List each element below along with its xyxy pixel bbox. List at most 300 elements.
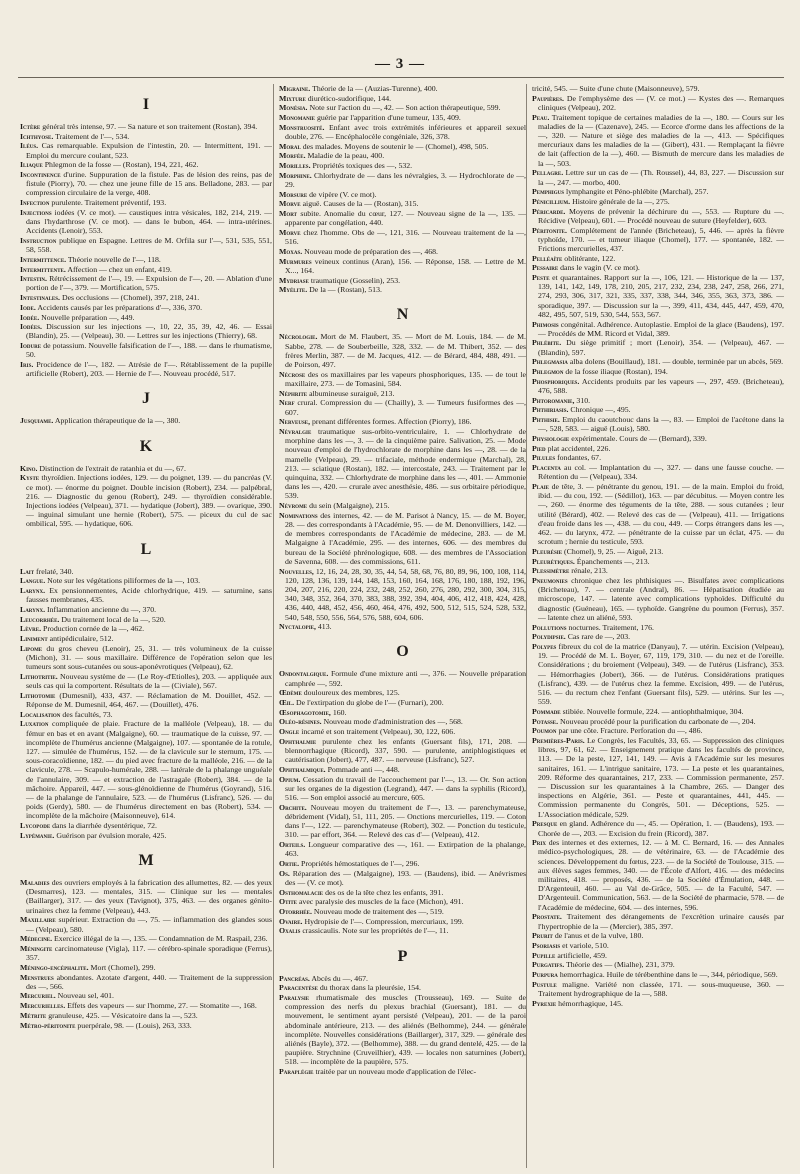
index-entry [20, 416, 272, 425]
index-entry [279, 151, 526, 160]
entry-headword: Potasse. [532, 716, 559, 726]
entry-headword: Pancréas. [279, 973, 310, 983]
entry-text: Complétement de l'année (Bricheteau), 5, 446. — après la fièvre typhoïde, 170. — et tumeur iliaque (Chomel), 177. — spontanée, 182. — Frictions mercurielles, 437. [538, 225, 784, 253]
index-entry [20, 255, 272, 264]
entry-headword: Nominations [279, 510, 318, 520]
entry-headword: Mort [279, 209, 298, 219]
index-entry [279, 907, 526, 916]
entry-headword: Pénicillium. [532, 196, 571, 206]
entry-text: Théorie des — (Mialhe), 231, 379. [566, 960, 675, 970]
entry-text: Nouveau procédé pour la purification du carbonate de —, 204. [560, 716, 756, 726]
entry-headword: Larynx. [20, 604, 46, 614]
entry-text: Réparation des — (Malgaigne), 193. — (Baudens), ibid. — Anévrismes des — (V. ce mot). [285, 868, 526, 887]
index-entry [279, 737, 526, 765]
entry-text: Nouveau sel, 401. [57, 991, 114, 1001]
entry-headword: Purpura [532, 970, 558, 980]
entry-headword: Pleurésie [532, 546, 563, 556]
index-entry [532, 838, 784, 912]
entry-text: et quarantaines. Rapport sur la —, 106, 121. — Historique de la — 137, 139, 141, 142, 149, 178, 210, 205, 217, 232, 234, 238, 247, 258, 266, 271, 274, 293, 306, 317, 321, 335, 337, 338, 344, 346, 355, 363, 373, 386. — sporadique, 397. — Discussion sur la —, 399, 411, 434, 445, 447, 459, 470, 482, 495, 507, 519, 530, 544, 553, 567. [538, 273, 784, 319]
entry-headword: Pupille [532, 950, 556, 960]
index-entry [532, 263, 784, 272]
entry-text: Propriétés toxiques des —, 532. [312, 161, 413, 171]
entry-headword: Pemphigus [532, 187, 564, 197]
entry-text: thyroïdien. Injections iodées, 129. — du poignet, 139. — du pancréas (V. ce mot). — énorme du poignet. Double incision (Robert), 234. — palpébral, 216. — Diagnostic du genou (Robert), 249. — thyroïdien considérable. Injections iodées (Velpeau), 371. — hydatique (Jobert), 389. — ovarique, 390. — inguinal simulant une hernie (Robert), 575. — piceux du cul de sac ombilical, 595. — hydatique, 606. [26, 473, 272, 529]
index-entry [279, 113, 526, 122]
index-entry [532, 357, 784, 366]
entry-headword: Œil. [279, 698, 295, 708]
entry-text: carcinomateuse (Vigla), 117. — cérébro-spinale sporadique (Ferrus), 357. [26, 943, 272, 963]
entry-text: des internes et des externes, 12. — à M. C. Bernard, 16. — des Annales médico-psychologiques, 28. — de vétérinaire, 63. — de l'Académie des sciences. Développement du fœtus, 223. — de la Société de Toulouse, 315. — aux élèves sages femmes, 340. — de l'École d'Alfort, 416. — des médecins militaires, 418. — proposés, 436. — de la Société d'Émulation, 448. — D'Argenteuil, 460. — au Val de-Grâce, 505. — de la Faculté, 547. — D'Argenteuil. Communication, 563. — de la Société de pharmacie, 578. — de l'Académie de médecine, 604. — des internes, 596. [538, 838, 784, 912]
entry-text: albumineuse suraiguë, 213. [309, 388, 395, 398]
entry-text: dans la diarrhée dysentérique, 72. [52, 821, 157, 831]
index-entry [532, 623, 784, 632]
entry-text: hémorrhagique, 145. [558, 998, 623, 1008]
index-entry [532, 960, 784, 969]
entry-text: en gland. Adhérence du —, 45. — Opération, 1. — (Baudens), 193. — Chorée de —, 203. — Excision du frein (Ricord), 387. [538, 819, 784, 838]
entry-text: au col. — Implantation du —, 327. — dans une fausse couche. — Rétention du — (Velpeau), 334. [538, 463, 784, 482]
section-letter: N [396, 306, 409, 324]
entry-text: granuleuse, 425. — Vésicatoire dans la —, 523. [48, 1010, 198, 1020]
entry-headword: Maxillaire [20, 915, 56, 925]
entry-headword: Ictère [20, 122, 41, 131]
entry-text: Théorie de la — (Auzias-Turenne), 400. [312, 84, 438, 93]
entry-headword: Pilules [532, 453, 556, 463]
entry-text: De l'extirpation du globe de l'— (Furnari), 200. [295, 698, 444, 708]
entry-text: congénital. Adhérence. Autoplastie. Emploi de la glace (Baudens), 197. — Procédés de MM. Ricord et Vidal, 389. [538, 319, 784, 338]
index-entry [532, 941, 784, 950]
index-entry [532, 453, 784, 462]
entry-headword: Jusquiame. [20, 416, 54, 426]
entry-text: Abcès du —, 467. [311, 973, 368, 983]
index-entry [279, 897, 526, 906]
entry-headword: Lipome [20, 643, 43, 653]
entry-headword: Pommade [532, 706, 561, 716]
index-entry [532, 405, 784, 414]
index-entry [20, 322, 272, 340]
entry-text: Rétrécissement de l'—, 19. — Expulsion de l'—, 20. — Ablation d'une portion de l'—, 379. — Mortification, 575. [26, 274, 272, 293]
entry-text: Procidence de l'—, 182. — Atrésie de l'—. Rétablissement de la pupille artificielle (Robert), 203. — Hernie de l'—. Nouveau procédé, 517. [26, 360, 272, 379]
index-entry [20, 1021, 272, 1030]
index-entry [532, 226, 784, 254]
index-entry [532, 84, 784, 93]
entry-headword: Monomanie [279, 113, 315, 123]
entry-text: publique en Espagne. Lettres de M. Orfila sur l'—, 531, 535, 551, 58, 558. [26, 235, 272, 255]
index-entry [279, 888, 526, 897]
index-entry [20, 605, 272, 614]
entry-headword: Orteils. [279, 840, 306, 850]
index-entry [279, 398, 526, 416]
entry-text: de l'anus et de la vulve, 180. [554, 931, 644, 941]
entry-text: incarné et son traitement (Velpeau), 30, 122, 606. [301, 727, 456, 737]
section-letter: J [142, 390, 150, 408]
entry-headword: Iliaque [20, 160, 43, 170]
entry-headword: Lèvre. [20, 624, 42, 634]
entry-text: tricité, 545. — Suite d'une chute (Maisonneuve), 579. [532, 84, 700, 93]
entry-text: oblitérante, 122. [564, 253, 616, 263]
entry-headword: Monstruosité. [279, 122, 325, 132]
entry-text: traitée par un nouveau mode d'application de l'élec- [315, 1067, 477, 1077]
entry-headword: Péritonite. [532, 225, 567, 235]
index-entry [20, 464, 272, 473]
entry-text: Traitement des dérangements de l'excrétion urinaire causés par l'hypertrophie de la — (Mercier), 385, 397. [538, 912, 784, 931]
entry-text: Exercice illégal de la —, 135. — Condamnation de M. Raspail, 236. [54, 934, 268, 944]
index-entry [279, 123, 526, 141]
index-entry [279, 142, 526, 151]
entry-text: Lettre sur un cas de — (Th. Roussel), 44, 83, 227. — Discussion sur la —, 247. — morbo, 400. [538, 168, 784, 187]
entry-text: Propriétés hémostatiques de l'—, 296. [301, 859, 420, 869]
index-entry [532, 367, 784, 376]
entry-headword: Phlegmasia [532, 357, 568, 367]
index-entry [532, 642, 784, 706]
index-entry [279, 840, 526, 858]
index-entry [20, 1001, 272, 1010]
entry-headword: Moral [279, 141, 301, 151]
entry-text: Effets des vapeurs — sur l'homme, 27. — Stomatite —, 168. [67, 1001, 257, 1011]
entry-headword: Nyctalopie, [279, 622, 316, 632]
entry-text: Nouveau mode d'administration des —, 568. [323, 717, 463, 727]
entry-headword: Iléus. [20, 141, 39, 151]
entry-text: d'urine. Suppuration de la fistule. Pas de lésion des reins, pas de fistule (Piorry), 70. — chez une jeune fille de 15 ans. Belladone, 283. — par compression circulaire de la verge, 408. [26, 170, 272, 198]
entry-text: douloureux des membres, 125. [303, 688, 400, 698]
entry-headword: Ongle [279, 727, 300, 737]
entry-headword: Pied [532, 443, 546, 453]
entry-headword: Physiologie [532, 434, 570, 444]
index-entry [532, 254, 784, 263]
entry-text: artificielle, 459. [557, 950, 607, 960]
entry-headword: Métro-péritonite [20, 1020, 76, 1030]
entry-text: expérimentale. Cours de — (Bernard), 339. [571, 434, 707, 444]
index-entry [20, 198, 272, 207]
entry-text: Note sur les végétations piliformes de la —, 103. [47, 576, 201, 586]
index-entry [532, 980, 784, 998]
entry-text: Cas rare de —, 203. [567, 632, 631, 642]
index-entry [532, 113, 784, 168]
index-entry [279, 803, 526, 840]
entry-text: des os maxillaires par les vapeurs phosphoriques, 135. — de tout le maxillaire, 273. — de Tomasini, 584. [285, 369, 526, 388]
entry-text: Production cornée de la —, 462. [43, 624, 145, 634]
index-entry [279, 1067, 526, 1076]
entry-headword: Phimosis [532, 319, 559, 329]
index-column-2 [273, 84, 526, 1168]
entry-text: rhumatismale des muscles (Trousseau), 169. — Suite de compression des nerfs du plexus brachial (Guersant), 181. — du mouvement, le sentiment ayant persisté (Velpeau), 201. — de la paroi abdominale antérieure, 213. — des aliénés (Belhomme), 244. — générale incomplète. Nouvelles considérations (Baillarger), 317, 329. — générale des aliénés (Bayle), 372. — (Belhomme), 388. — du grand dentelé, 425. — de la paupière. Strychnine (Cruveilhier), 439. — locales non saturnines (Jobert), 518. — incomplète de la paupière, 575. [285, 993, 526, 1067]
entry-headword: Iodées. [20, 322, 42, 332]
entry-headword: Migraine. [279, 84, 311, 93]
index-entry [532, 707, 784, 716]
entry-text: De l'emphysème des — (V. ce mot.) — Kystes des —. Remarques cliniques (Velpeau), 202. [538, 93, 784, 112]
entry-headword: Polydipsie. [532, 632, 566, 642]
entry-headword: Phlébite. [532, 338, 562, 348]
index-entry [20, 274, 272, 292]
entry-text: Traitement topique de certaines maladies de la —, 180. — Cours sur les maladies de la — (Cazenave), 245. — Ecorce d'orme dans les affections de la —, 320. — Nature et siège des maladies de la —, 413. — Spécifiques mercuriaux dans les maladies de la — (Gibert), 431. — Remplaçant la fièvre de lait (affection de la —), 460. — Bismuth de mercure dans les maladies de la —, 503. [538, 112, 784, 168]
entry-text: des facultés, 73. [62, 709, 113, 719]
index-entry [532, 396, 784, 405]
index-entry [279, 708, 526, 717]
section-letter: O [396, 643, 409, 661]
entry-text: aiguë. Causes de la — (Rostan), 315. [302, 199, 419, 209]
entry-headword: Ophthalmie [279, 736, 317, 746]
entry-text: supérieur. Extraction du —, 75. — inflammation des glandes sous — (Velpeau), 580. [26, 915, 272, 934]
index-entry [279, 698, 526, 707]
entry-headword: Orchite. [279, 802, 307, 812]
index-entry [20, 831, 272, 840]
index-entry [279, 84, 526, 93]
entry-headword: Œdème [279, 688, 302, 698]
index-entry [279, 727, 526, 736]
index-entry [532, 377, 784, 395]
section-letter: I [142, 96, 150, 113]
entry-text: Cessation du travail de l'accouchement par l'—, 13. — Or. Son action sur les organes de la digestion (Legrand), 447. — dans la syphilis (Ricord), 516. — Son emploi associé au mercure, 605. [285, 774, 526, 803]
entry-text: (Dumesnil), 433, 437. — Réclamation de M. Douillet, 452. — Réponse de M. Dumesnil, 464, 467. — (Douillet), 476. [26, 690, 272, 709]
entry-headword: Premières-Paris. [532, 736, 585, 746]
index-entry [20, 360, 272, 378]
index-entry [279, 276, 526, 285]
entry-text: purulente. Traitement préventif, 193. [51, 198, 167, 208]
entry-headword: Méningo-encéphalite. [20, 962, 89, 972]
entry-text: Nouveau mode de préparation des —, 468. [304, 246, 438, 256]
index-entry [20, 122, 272, 131]
index-entry [279, 775, 526, 803]
entry-headword: Menstrues [20, 972, 54, 982]
entry-headword: Paracentèse [279, 983, 318, 993]
entry-text: Nouveau mode de traitement des —, 519. [313, 907, 444, 917]
entry-text: Guérison par évulsion morale, 425. [56, 830, 167, 840]
entry-text: Cas remarquable. Expulsion de l'intestin, 20. — Intermittent, 191. — Emploi du mercure coulant, 523. [26, 141, 272, 160]
entry-text: par une côte. Fracture. Perforation du —, 486. [558, 726, 703, 736]
entry-text: Des occlusions — (Chomel), 397, 218, 241. [61, 293, 200, 303]
index-entry [532, 819, 784, 837]
entry-text: Enfant avec trois extrémités inférieures et appareil sexuel double, 276. — Encéphalocèle congéniale, 326, 378. [285, 122, 526, 142]
entry-text: Chronique —, 495. [570, 405, 631, 415]
entry-headword: Pessaire [532, 263, 559, 273]
entry-text: Du siège primitif ; mort (Lenoir), 354. — (Velpeau), 467. — (Blandin), 597. [538, 338, 784, 357]
entry-text: 310. [576, 395, 591, 405]
index-entry [279, 370, 526, 388]
entry-headword: Mixture [279, 93, 306, 103]
entry-text: Emploi du caoutchouc dans la —, 83. — Emploi de l'acétone dans la —, 528, 583. — aiguë (Louis), 580. [538, 415, 784, 434]
index-entry [532, 717, 784, 726]
entry-headword: Paralysie [279, 993, 310, 1003]
entry-text: Le Congrès, les Facultés, 33, 65. — Suppression des cliniques libres, 97, 61, 62. — Enseignement pratique dans les facultés de province, 113. — De la peste, 127, 141, 149. — Avis à l'Académie sur les mesures sanitaires, 161. — L'intrigue sanitaire, 173. — La peste et les quarantaines, 209. Réforme des quarantaines, 217, 233. — Commission permanente, 257. — Discussion sur les quarantaines à la Chambre, 265. — Danger des inspections en Algérie, 361. — Peste et quarantaines, 441, 445. — Commission permanente du Congrès, 501. — Déceptions, 525. — L'Association médicale, 529. [538, 736, 784, 819]
entry-text: Épanchements —, 213. [576, 556, 650, 566]
index-column-1 [20, 84, 272, 1168]
entry-headword: Nouvelles, [279, 566, 314, 576]
page-number: — 3 — [375, 56, 425, 72]
entry-headword: Otorrhée. [279, 907, 312, 917]
index-entry [532, 736, 784, 819]
entry-text: traumatique (Gosselin), 253. [310, 275, 401, 285]
entry-text: des ouvriers employés à la fabrication des allumettes, 82. — des yeux (Desmarres), 123. — mentales, 315. — Clinique sur les — mentales (Baillarger), 317. — des yeux (Tavignot), 375, 463. — des organes génito-urinaires chez la femme (Velpeau), 443. [26, 878, 272, 915]
entry-text: de tête, 3. — pénétrante du genou, 191. — de la main. Emploi du froid, ibid. — du cou, 192. — (Sédillot), 163. — par décubitus. — Moyen contre les —, 260. — énorme des téguments de la tête, 288. — sous cutanées ; leur utilité (Bérard), 402. — Relevé des cas de — (Velpeau), 411. — Irrigations d'eau froide dans les —, 438. — du cou, 449. — Corps étrangers dans les —, 462. — du larynx, 472. — pénétrante de la cuisse par un éclat, 475. — du scrotum ; hernie du testicule, 593. [538, 482, 784, 547]
entry-headword: Presque [532, 819, 558, 829]
index-entry [279, 926, 526, 935]
entry-text: Accidents causés par les préparations d'—, 336, 370. [37, 302, 203, 312]
index-entry [20, 991, 272, 1000]
entry-text: du thorax dans la pleurésie, 154. [319, 983, 422, 993]
entry-text: Mort de M. Flaubert, 35. — Mort de M. Louis, 184. — de M. Sabbe, 278. — de Souberbeille, 328, 332. — de M. Thibert, 352. — des frères Merlin, 387. — de M. Jacques, 412. — de Bérard, 484, 488, 491. — de Poirson, 497. [285, 332, 526, 370]
index-entry [279, 427, 526, 501]
index-entry [20, 973, 272, 991]
entry-headword: Phtoromanie, [532, 395, 575, 405]
index-entry [279, 688, 526, 697]
entry-headword: Kino. [20, 463, 38, 473]
entry-text: Application thérapeutique de la —, 380. [54, 416, 181, 426]
entry-text: diurético-sudorifique, 144. [307, 93, 392, 103]
index-entry [20, 132, 272, 141]
entry-text: Ex pensionnementes, Acide chlorhydrique, 419. — saturnine, sans fausses membranes, 435. [26, 586, 272, 605]
entry-headword: Iodure [20, 341, 42, 351]
entry-text: Phlegmon de la fosse — (Rostan), 194, 221, 462. [44, 160, 199, 170]
header-rule [18, 77, 784, 78]
entry-text: alba dolens (Bouillaud), 181. — double, terminée par un abcès, 569. [569, 357, 784, 367]
section-letter: K [139, 437, 153, 455]
entry-headword: Iode. [20, 302, 36, 312]
index-entry [279, 389, 526, 398]
entry-text: de la fosse iliaque (Rostan), 194. [565, 367, 668, 377]
entry-text: crassicaulis. Note sur les propriétés de l'—, 11. [302, 926, 449, 936]
entry-text: du sein (Malgaigne), 215. [309, 501, 390, 511]
entry-headword: Otite [279, 897, 298, 907]
index-entry [20, 963, 272, 972]
index-entry [20, 313, 272, 322]
entry-text: iodées (V. ce mot). — caustiques intra vésicales, 182, 214, 219. — dans l'hydarthrose (V. ce mot). — dans le bubon, 464. — intra-utérines. Accidents (Lenoir), 553. [26, 207, 272, 236]
entry-text: de potassium. Nouvelle falsification de l'—, 188. — dans le rhumatisme, 50. [26, 341, 272, 360]
index-entry [532, 726, 784, 735]
entry-headword: Phthiriasis. [532, 405, 569, 415]
index-entry [20, 719, 272, 820]
entry-text: chronique chez les phthisiques —. Bisulfates avec complications (Bricheteau), 7. — centrale (Andral), 86. — Hépatisation étudiée au microscope, 147. — latente avec complications typhoïdes. Difficulté du diagnostic (Guéneau), 165. — typhoïde. Gangrène du poumon (Ferrus), 357. — latente chez un aliéné, 593. [538, 576, 784, 622]
index-entry [532, 197, 784, 206]
entry-text: Inflammation ancienne du —, 370. [46, 604, 157, 614]
index-entry [279, 247, 526, 256]
entry-text: de vipère (V. ce mot). [309, 189, 377, 199]
entry-headword: Métrite [20, 1010, 47, 1020]
entry-headword: Purgatifs. [532, 960, 565, 970]
index-entry [532, 547, 784, 556]
entry-headword: Osthomalacie [279, 887, 324, 897]
entry-text: des malades. Moyens de soutenir le — (Chomel), 498, 505. [302, 141, 489, 151]
entry-text: traumatique sus-orbito-ventriculaire, 1. — Chlorhydrate de morphine dans les —, 3. — de la cinquième paire. Salivation, 25. — Mode nouveau d'emploi de l'hydrochlorate de morphine dans les —, 28. — de la mamelle (Velpeau), 29. — trifaciale, méthode endermique (Marchal), 28, 213. — sciatique (Rostan), 182. — intercostale, 243. — Traitement par le quinquina, 332. — Chlorhydrate de morphine dans les —, 401. — Ammonie dans les —, 420. — crurale avec anesthésie, 486. — sus orbitaire périodique, 539. [285, 427, 526, 501]
entry-headword: Luxation [20, 719, 49, 729]
entry-headword: Phthisie. [532, 415, 560, 425]
index-entry [532, 566, 784, 575]
entry-headword: Morphine. [279, 170, 312, 180]
entry-headword: Mercurielles. [20, 1001, 66, 1011]
entry-headword: Opium. [279, 774, 301, 784]
entry-headword: Injections [20, 207, 52, 217]
entry-headword: Œsophagotomie, [279, 707, 331, 717]
entry-headword: Morve [279, 228, 301, 238]
index-entry [20, 644, 272, 672]
entry-text: chez l'homme. Obs de —, 121, 316. — Nouveau traitement de la —, 516. [285, 228, 526, 247]
index-entry [532, 207, 784, 225]
index-entry [279, 190, 526, 199]
entry-text: Maladie de la peau, 400. [307, 151, 385, 161]
entry-headword: Pleurétiques. [532, 556, 575, 566]
index-entry [20, 710, 272, 719]
entry-headword: Murmures [279, 256, 312, 266]
index-entry [20, 691, 272, 709]
entry-headword: Intestinales. [20, 293, 60, 303]
entry-text: Nouveau moyen du traitement de l'—, 13. — parenchymateuse, débridement (Vidal), 51, 111, 205. — Onctions mercurielles, 119. — Coton dans l'—, 122. — parenchymateuse (Robert), 302. — Ponction du testicule, 310. — par effort, 364. — Relevé des cas d'— (Velpeau), 412. [285, 802, 526, 840]
section-letter: L [140, 540, 152, 558]
entry-headword: Ortie. [279, 859, 300, 869]
entry-headword: Phlegmon [532, 367, 564, 377]
entry-headword: Moxas. [279, 246, 303, 256]
entry-text: Pommade anti —, 448. [327, 765, 400, 774]
entry-text: du gros cheveu (Lenoir), 25, 31. — très volumineux de la cuisse (Michon), 31. — sous maxillaire. Différence de l'opération selon que les tumeurs sont sous-cutanées ou sous-aponévrotiques (Velpeau), 62. [26, 643, 272, 672]
entry-headword: Psoriasis [532, 940, 561, 950]
entry-text: Note sur l'action du —, 42. — Son action thérapeutique, 599. [309, 103, 501, 113]
entry-headword: Langue. [20, 576, 46, 586]
entry-text: Histoire générale de la —, 275. [572, 196, 670, 206]
entry-text: (Chomel), 9, 25. — Aiguë, 213. [564, 546, 664, 556]
index-entry [532, 444, 784, 453]
entry-headword: Nerf [279, 398, 295, 408]
entry-headword: Pelléaïte [532, 253, 563, 263]
index-entry [279, 171, 526, 189]
entry-headword: Plaie [532, 482, 549, 492]
entry-text: hemorrhagica. Huile de térébenthine dans le —, 344, périodique, 569. [559, 970, 778, 980]
entry-headword: Ondontalgique. [279, 669, 329, 679]
entry-headword: Mercuriel. [20, 991, 56, 1001]
entry-text: Moyens de prévenir la déchirure du —, 553. — Rupture du —. Récidive (Velpeau), 601. — Procédé nouveau de suture (Heyfelder), 603. [538, 206, 784, 225]
entry-text: nocturnes. Traitement, 176. [568, 622, 654, 632]
index-entry [279, 974, 526, 983]
entry-headword: Intestin. [20, 274, 47, 284]
entry-headword: Nécrose [279, 369, 306, 379]
entry-headword: Poumon [532, 726, 557, 736]
entry-text: Chlorhydrate de — dans les névralgies, 3. — Hydrochlorate de —, 29. [285, 170, 526, 190]
index-entry [20, 624, 272, 633]
index-entry [20, 586, 272, 604]
entry-text: Nouvelle préparation —, 449. [41, 312, 135, 322]
entry-headword: Liniment [20, 634, 48, 644]
entry-headword: Maladies [20, 878, 50, 887]
index-entry [20, 303, 272, 312]
entry-headword: Oxalis [279, 926, 301, 936]
entry-headword: Incontinence [20, 170, 61, 180]
entry-headword: Peau. [532, 112, 550, 122]
entry-headword: Prurit [532, 931, 553, 941]
entry-text: puerpérale, 98. — (Louis), 263, 333. [77, 1020, 192, 1030]
entry-text: Hydropisie de l'—. Compression, mercuriaux, 199. [304, 916, 464, 926]
entry-text: veineux continus (Aran), 156. — Réponse, 158. — Lettre de M. X..., 164. [285, 256, 526, 275]
entry-headword: Myélite. [279, 285, 308, 295]
entry-text: Longueur comparative des —, 161. — Extirpation de la phalange, 463. [285, 840, 526, 859]
index-entry [532, 168, 784, 186]
section-letter: P [397, 947, 408, 965]
entry-headword: Morfée. [279, 151, 306, 161]
entry-headword: Méningite [20, 943, 53, 953]
entry-text: De la — (Rostan), 513. [309, 285, 382, 295]
entry-headword: Intermittence. [20, 254, 67, 264]
entry-text: abondantes. Azotate d'argent, 440. — Traitement de la suppression des —, 566. [26, 972, 272, 991]
entry-text: 413. [317, 622, 332, 632]
entry-headword: Oléo-résines. [279, 717, 322, 727]
entry-text: plat accidentel, 226. [547, 443, 611, 453]
entry-text: compliquée de plaie. Fracture de la malléole (Velpeau), 18. — du fémur en bas et en avant (Malgaigne), 60. — traumatique de la cuisse, 97. — incomplète de l'humérus ancienne (Malgaigne), 107. — spontanée de la rotule, 127. — simulée de l'humérus, 152. — de la clavicule sur le sternum, 175. — sous-coracoïdienne, 182. — du pied avec fracture de la malléole, 216. — de la clavicule, 278. — Scapulo-humérale, 288. — latérale de la phalange unguéale de l'annulaire, 309. — et extraction de l'astragale (Robert), 384. — de la mâchoire. Appareil, 447. — sous-glénoïdienne de l'humérus (Goyrand), 516. — de la phalange de l'annulaire, 523. — de l'humérus (Lisfranc), 526. — du poids (Gerdy), 580. — de l'humérus directement en bas (Robert), 534. — incomplète de la mâchoire (Maisonneuve), 614. [26, 719, 272, 821]
entry-headword: Néphrite [279, 388, 308, 398]
index-entry [20, 265, 272, 274]
index-entry [532, 338, 784, 356]
index-entry [20, 915, 272, 933]
index-entry [532, 632, 784, 641]
index-entry [20, 934, 272, 943]
entry-text: dans le vagin (V. ce mot). [560, 263, 640, 273]
entry-text: Distinction de l'extrait de ratanhia et du —, 67. [39, 463, 186, 473]
entry-headword: Morsure [279, 189, 308, 199]
entry-headword: Larynx. [20, 586, 46, 596]
